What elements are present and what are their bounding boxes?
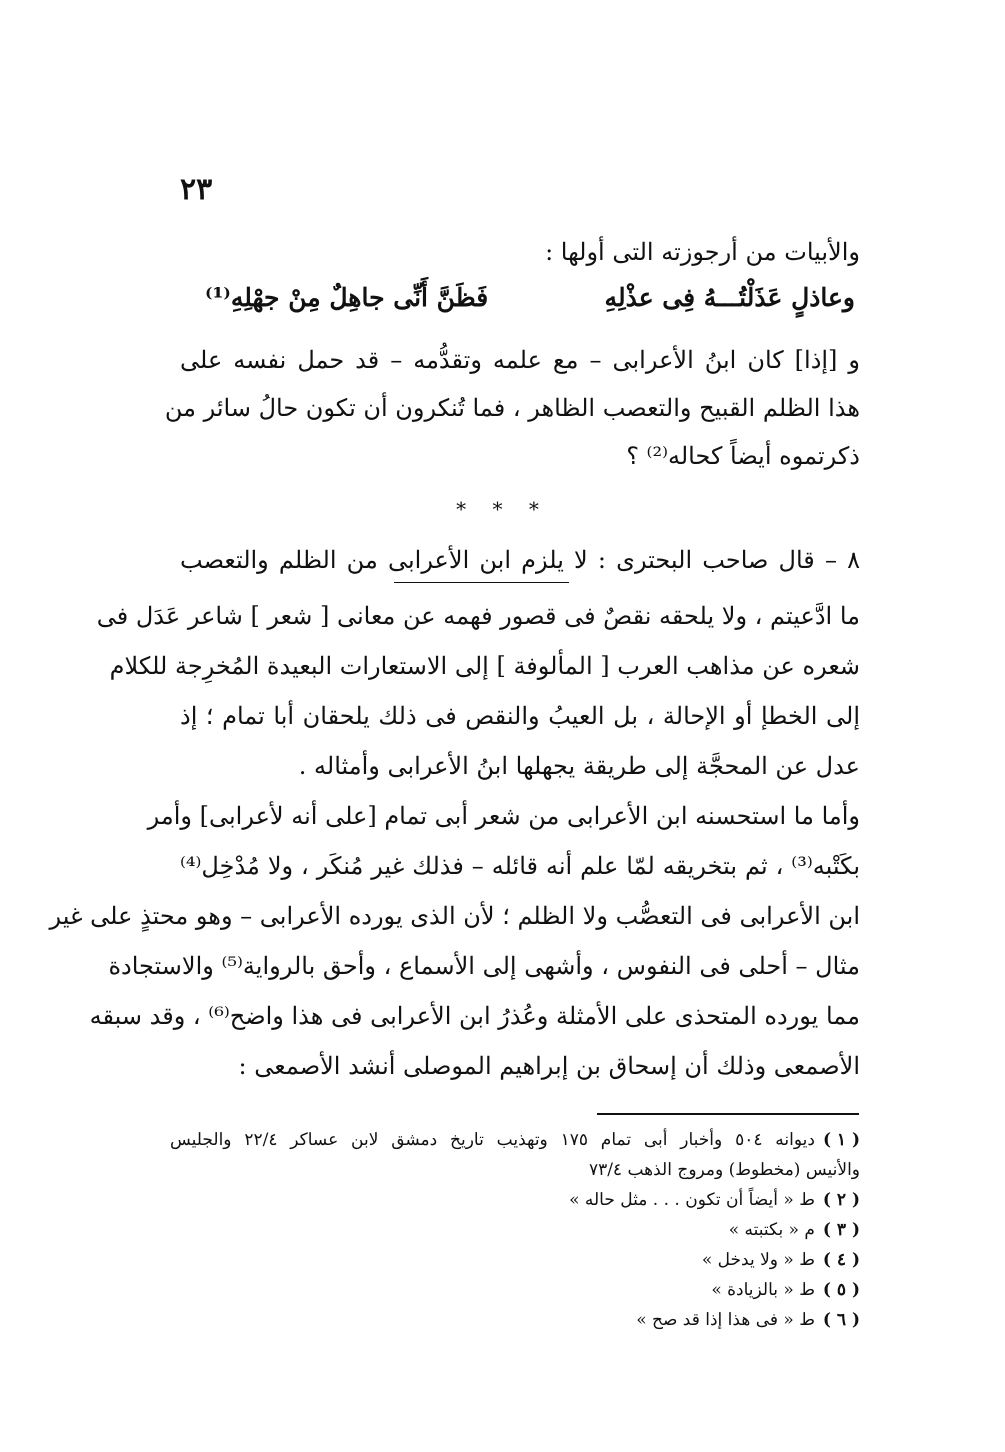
footnote (170, 1275, 860, 1305)
footnote (170, 1305, 860, 1335)
paragraph-3-line: ابن الأعرابى فى التعصُّب ولا الظلم ؛ لأن الذى يورده الأعرابى – وهو محتذٍ على غير (49, 902, 860, 930)
footnote-number: ( ٦ ) (822, 1310, 860, 1330)
paragraph-1-line: ذكرتموه أيضاً كحاله⁽²⁾ ؟ (626, 442, 860, 470)
intro-line: والأبيات من أرجوزته التى أولها : (545, 238, 860, 266)
footnote (170, 1245, 860, 1275)
page-number: ٢٣ (180, 172, 213, 207)
footnote-rule (597, 1113, 859, 1115)
section-separator: * * * (456, 497, 549, 521)
name-underline (394, 582, 569, 583)
footnote-continuation: والأنيس (مخطوط) ومروج الذهب ٧٣/٤ (588, 1160, 860, 1180)
verse (205, 283, 855, 312)
paragraph-2-line: شعره عن مذاهب العرب [ المألوفة ] إلى الاستعارات البعيدة المُخرِجة للكلام (109, 652, 860, 680)
footnote-number: ( ٢ ) (822, 1190, 860, 1210)
footnote-text: ط « فى هذا إذا قد صح » (636, 1310, 815, 1330)
verse-second-half: فَظَنَّ أَنِّى جاهِلٌ مِنْ جهْلِهِ⁽¹⁾ (205, 283, 489, 312)
footnote (170, 1185, 860, 1215)
paragraph-3-line: بكَتْبه⁽³⁾ ، ثم بتخريقه لمّا علم أنه قائله – فذلك غير مُنكَر ، ولا مُدْخِل⁽⁴⁾ (180, 852, 860, 880)
paragraph-2-line: ما ادَّعيتم ، ولا يلحقه نقصٌ فى قصور فهمه عن معانى [ شعر ] شاعر عَدَل فى (96, 602, 860, 630)
footnote (170, 1125, 860, 1155)
footnote-text: ديوانه ٥٠٤ وأخبار أبى تمام ١٧٥ وتهذيب تاريخ دمشق لابن عساكر ٢٢/٤ والجليس (170, 1130, 815, 1150)
footnote-number: ( ٣ ) (822, 1220, 860, 1240)
footnote (170, 1215, 860, 1245)
footnote-number: ( ١ ) (822, 1130, 861, 1150)
footnote-text: ط « أيضاً أن تكون . . . مثل حاله » (569, 1190, 815, 1210)
paragraph-3-line: مثال – أحلى فى النفوس ، وأشهى إلى الأسماع ، وأحق بالرواية⁽⁵⁾ والاستجادة (108, 952, 860, 980)
paragraph-1-line: هذا الظلم القبيح والتعصب الظاهر ، فما تُنكرون أن تكون حالُ سائر من (164, 394, 860, 422)
footnote-text: ط « بالزيادة » (711, 1280, 815, 1300)
footnote-number: ( ٤ ) (822, 1250, 860, 1270)
paragraph-2-line: إلى الخطإ أو الإحالة ، بل العيبُ والنقص فى ذلك يلحقان أبا تمام ؛ إذ (180, 702, 860, 730)
footnote-number: ( ٥ ) (822, 1280, 860, 1300)
paragraph-3-line: الأصمعى وذلك أن إسحاق بن إبراهيم الموصلى أنشد الأصمعى : (238, 1052, 860, 1080)
paragraph-1-line: و [إذا] كان ابنُ الأعرابى – مع علمه وتقدُّمه – قد حمل نفسه على (180, 346, 860, 374)
footnote-text: ط « ولا يدخل » (701, 1250, 815, 1270)
paragraph-2-line: ٨ – قال صاحب البحترى : لا يلزم ابن الأعرابى من الظلم والتعصب (180, 546, 860, 574)
paragraph-2-line: عدل عن المحجَّة إلى طريقة يجهلها ابنُ الأعرابى وأمثاله . (298, 752, 860, 780)
paragraph-3-line: مما يورده المتحذى على الأمثلة وعُذرُ ابن الأعرابى فى هذا واضح⁽⁶⁾ ، وقد سبقه (89, 1002, 860, 1030)
verse-first-half: وعاذلٍ عَذَلْتُـــهُ فِى عذْلِهِ (604, 283, 855, 312)
paragraph-3-line: وأما ما استحسنه ابن الأعرابى من شعر أبى تمام [على أنه لأعرابى] وأمر (147, 802, 860, 830)
footnotes (170, 1125, 860, 1335)
footnote-text: م « بكتبته » (728, 1220, 815, 1240)
